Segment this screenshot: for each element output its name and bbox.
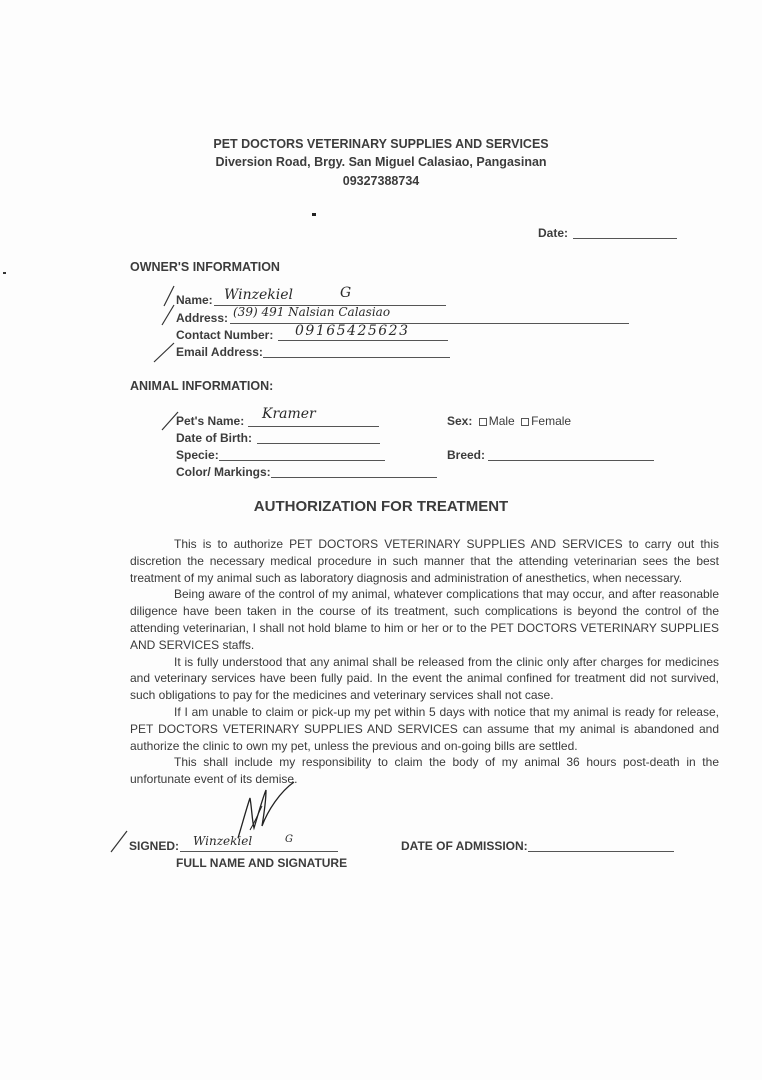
female-label: Female [531,414,572,428]
owner-section-title: OWNER'S INFORMATION [130,260,280,274]
address-value: (39) 491 Nalsian Calasiao [233,305,391,319]
date-label: Date: [538,226,569,240]
pet-name-value: Kramer [262,406,316,422]
clinic-address: Diversion Road, Brgy. San Miguel Calasiao, Pangasinan [215,155,547,169]
signature-field[interactable] [180,851,338,852]
admission-field[interactable] [528,851,674,852]
contact-value: 09165425623 [295,323,410,339]
scan-speck [312,213,316,216]
clinic-name: PET DOCTORS VETERINARY SUPPLIES AND SERVICES [213,137,549,151]
authorization-paragraph-2: Being aware of the control of my animal, whatever complications that may occur, and after reasonable diligence have been taken in the course of its treatment, such complications is beyond the control of the attending veterinarian, I shall not hold blame to him or her or to the PET DOCTORS VETERINARY SUPPLIES AND SERVICES staffs. [130,587,719,652]
male-label: Male [488,414,515,428]
address-field[interactable] [230,323,629,324]
clinic-phone: 09327388734 [342,174,420,188]
admission-label: DATE OF ADMISSION: [401,839,528,853]
dob-field[interactable] [257,443,380,444]
color-field[interactable] [271,477,437,478]
signed-value: Winzekiel [193,834,253,848]
contact-field[interactable] [278,340,448,341]
authorization-paragraph-5: This shall include my responsibility to claim the body of my animal 36 hours post-death in the unfortunate event of its demise. [130,755,719,787]
contact-label: Contact Number: [176,328,274,342]
female-checkbox[interactable] [521,418,529,426]
specie-label: Specie: [176,448,219,462]
date-field[interactable] [573,238,677,239]
breed-label: Breed: [447,448,486,462]
animal-section-title: ANIMAL INFORMATION: [130,379,274,393]
address-label: Address: [176,311,229,325]
dob-label: Date of Birth: [176,431,252,445]
specie-field[interactable] [219,460,385,461]
signature-caption: FULL NAME AND SIGNATURE [176,856,348,870]
sex-group [447,414,571,428]
authorization-body [130,536,719,788]
email-label: Email Address: [176,345,263,359]
name-label: Name: [176,293,213,307]
authorization-paragraph-1: This is to authorize PET DOCTORS VETERINARY SUPPLIES AND SERVICES to carry out this discretion the necessary medical procedure in such manner that the attending veterinarian sees the best treatment of my animal such as laboratory diagnosis and administration of anesthetics, when necessary. [130,537,719,585]
authorization-title: AUTHORIZATION FOR TREATMENT [253,498,509,515]
breed-field[interactable] [488,460,654,461]
pet-name-field[interactable] [248,426,379,427]
signed-label: SIGNED: [129,839,180,853]
check-mark-signed [108,828,130,854]
scan-speck [3,272,6,274]
color-label: Color/ Markings: [176,465,271,479]
pet-name-label: Pet's Name: [176,414,245,428]
authorization-paragraph-3: It is fully understood that any animal shall be released from the clinic only after charges for medicines and veterinary services have been fully paid. In the event the animal confined for treatment did not survived, such obligations to pay for the medicines and veterinary services shall not case. [130,654,719,703]
sex-label: Sex: [447,414,473,428]
male-checkbox[interactable] [479,418,487,426]
name-value: Winzekiel [224,287,294,303]
email-field[interactable] [263,357,450,358]
authorization-paragraph-4: If I am unable to claim or pick-up my pet within 5 days with notice that my animal is ready for release, PET DOCTORS VETERINARY SUPPLIES AND SERVICES can assume that my animal is abandoned and authorize the clinic to own my pet, unless the previous and on-going bills are settled. [130,704,719,753]
signed-extra: G [285,834,293,845]
name-extra: G [340,285,352,301]
